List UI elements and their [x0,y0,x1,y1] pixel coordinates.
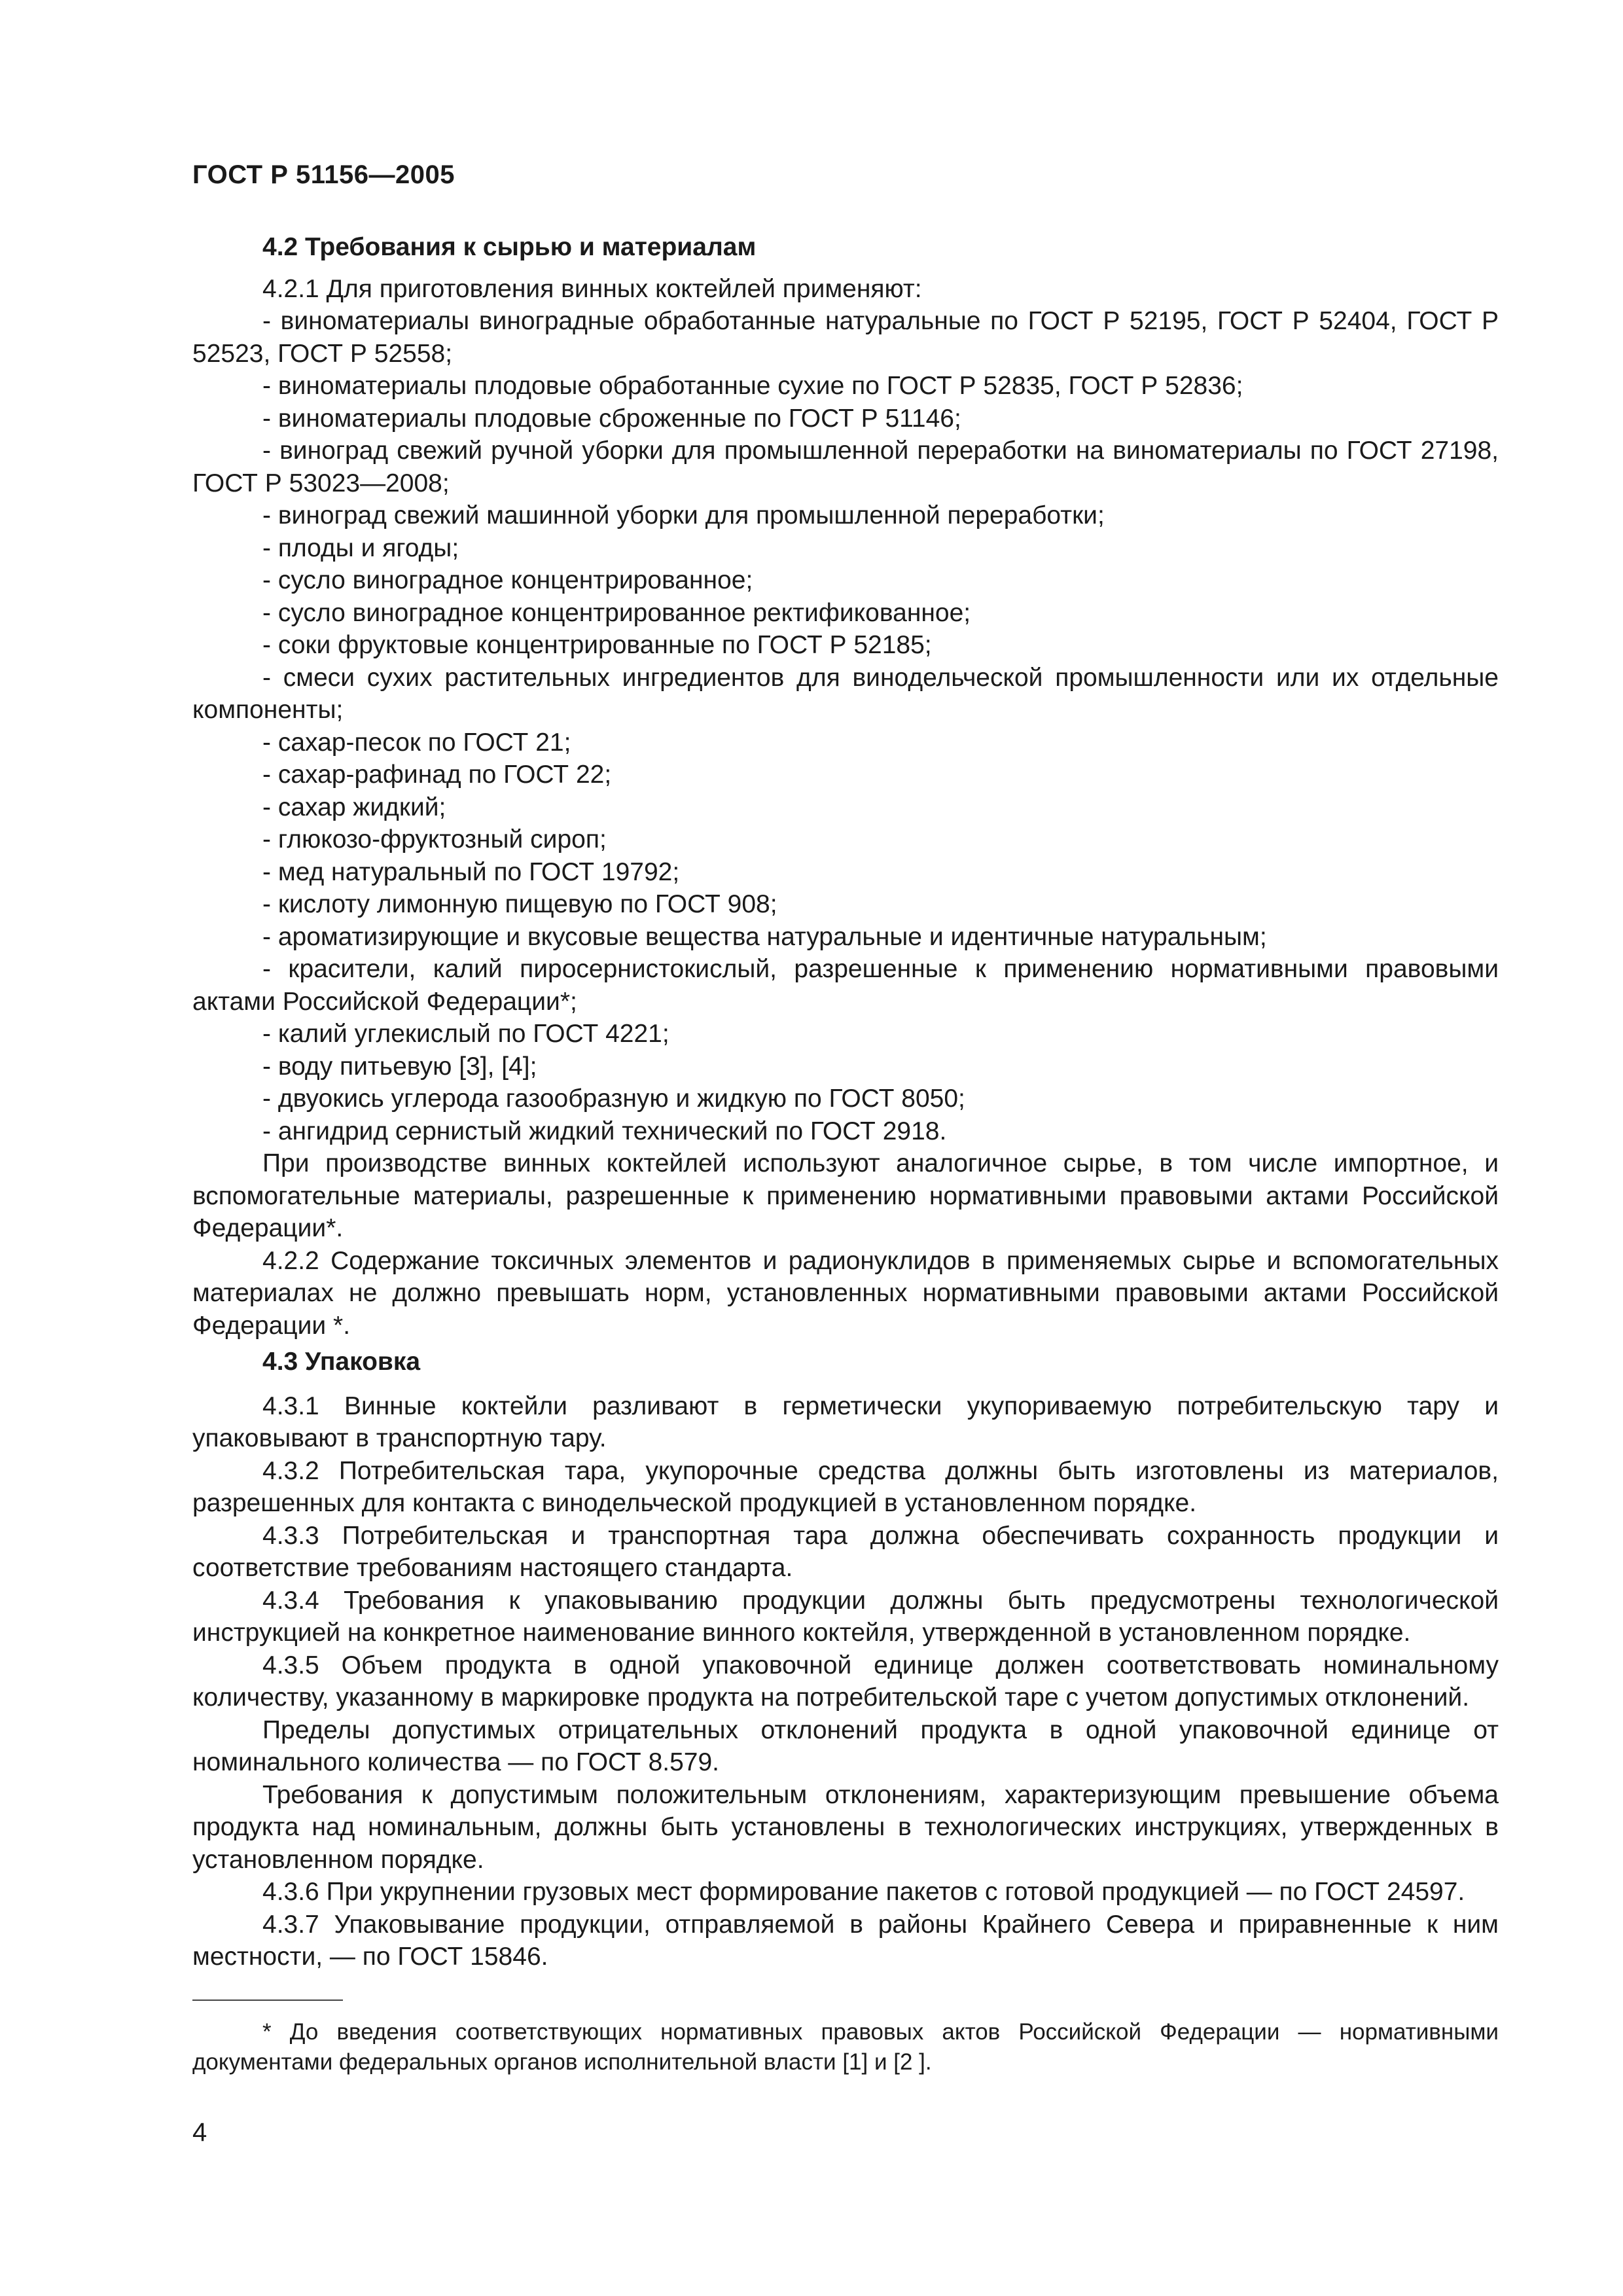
material-list-item: - глюкозо-фруктозный сироп; [262,825,607,853]
material-list-item: - ароматизирующие и вкусовые вещества натуральные и идентичные натуральным; [262,922,1267,951]
clause-4-3-4: 4.3.4 Требования к упаковыванию продукции должны быть предусмотрены технологической инструкцией на конкретное наименование винного коктейля, утвержденной в установленном порядке. [192,1586,1499,1647]
clause-4-2-1-import-note: При производстве винных коктейлей используют аналогичное сырье, в том числе импортное, и вспомогательные материалы, разрешенные к применению нормативными правовыми актами Российской Федерации*. [192,1149,1499,1242]
clause-4-2-1-intro: 4.2.1 Для приготовления винных коктейлей применяют: [262,274,922,303]
material-list-item: - красители, калий пиросернистокислый, разрешенные к применению нормативными правовыми актами Российской Федерации*; [192,955,1499,1016]
material-list-item: - сахар-рафинад по ГОСТ 22; [262,761,612,789]
clause-4-3-1: 4.3.1 Винные коктейли разливают в герметически укупориваемую потребительскую тару и упаковывают в транспортную тару. [192,1391,1499,1452]
clause-4-3-5: 4.3.5 Объем продукта в одной упаковочной единице должен соответствовать номинальному количеству, указанному в маркировке продукта на потребительской таре с учетом допустимых отклонений. [192,1651,1499,1712]
material-list-item: - ангидрид сернистый жидкий технический по ГОСТ 2918. [262,1117,947,1145]
clause-4-2-2: 4.2.2 Содержание токсичных элементов и радионуклидов в применяемых сырье и вспомогательных материалах не должно превышать норм, установленных нормативными правовыми актами Российской Федерации *. [192,1246,1499,1340]
material-list-item: - калий углекислый по ГОСТ 4221; [262,1020,669,1048]
material-list-item: - сахар жидкий; [262,793,446,821]
clause-4-3-6: 4.3.6 При укрупнении грузовых мест формирование пакетов с готовой продукцией — по ГОСТ 24597. [262,1878,1465,1906]
footnote-separator [192,2000,343,2001]
section-4-2-heading: 4.2 Требования к сырью и материалам [262,233,757,261]
material-list-item: - виноматериалы виноградные обработанные натуральные по ГОСТ Р 52195, ГОСТ Р 52404, ГОСТ Р 52523, ГОСТ Р 52558; [192,307,1499,368]
material-list-item: - смеси сухих растительных ингредиентов для винодельческой промышленности или их отдельные компоненты; [192,663,1499,724]
material-list-item: - виноград свежий машинной уборки для промышленной переработки; [262,501,1105,529]
document-number-header: ГОСТ Р 51156—2005 [192,160,455,189]
material-list-item: - соки фруктовые концентрированные по ГОСТ Р 52185; [262,631,932,659]
page-body [192,231,1499,1973]
material-list-item: - сусло виноградное концентрированное; [262,566,753,594]
clause-4-3-2: 4.3.2 Потребительская тара, укупорочные средства должны быть изготовлены из материалов, разрешенных для контакта с винодельческой продукцией в установленном порядке. [192,1456,1499,1517]
materials-list [192,305,1499,1147]
clause-4-3-5-positive-limits: Требования к допустимым положительным отклонениям, характеризующим превышение объема продукта над номинальным, должны быть установлены в технологических инструкциях, утвержденных в установленном порядке. [192,1780,1499,1874]
footnote: * До введения соответствующих нормативных правовых актов Российской Федерации — нормативными документами федеральных органов исполнительной власти [1] и [2 ]. [192,2019,1499,2075]
material-list-item: - двуокись углерода газообразную и жидкую по ГОСТ 8050; [262,1085,965,1113]
material-list-item: - сахар-песок по ГОСТ 21; [262,728,571,757]
material-list-item: - плоды и ягоды; [262,533,459,562]
clause-4-3-5-negative-limits: Пределы допустимых отрицательных отклонений продукта в одной упаковочной единице от номинального количества — по ГОСТ 8.579. [192,1715,1499,1776]
clause-4-3-3: 4.3.3 Потребительская и транспортная тара должна обеспечивать сохранность продукции и соответствие требованиям настоящего стандарта. [192,1521,1499,1582]
material-list-item: - виноматериалы плодовые сброженные по ГОСТ Р 51146; [262,404,961,433]
section-4-3-heading: 4.3 Упаковка [262,1348,421,1376]
clause-4-3-7: 4.3.7 Упаковывание продукции, отправляемой в районы Крайнего Севера и приравненные к ним местности, — по ГОСТ 15846. [192,1910,1499,1971]
material-list-item: - сусло виноградное концентрированное ректификованное; [262,598,971,627]
material-list-item: - виноматериалы плодовые обработанные сухие по ГОСТ Р 52835, ГОСТ Р 52836; [262,372,1243,400]
material-list-item: - воду питьевую [3], [4]; [262,1052,537,1081]
material-list-item: - мед натуральный по ГОСТ 19792; [262,857,680,886]
material-list-item: - виноград свежий ручной уборки для промышленной переработки на виноматериалы по ГОСТ 27198, ГОСТ Р 53023—2008; [192,437,1499,497]
page-number: 4 [192,2118,207,2147]
material-list-item: - кислоту лимонную пищевую по ГОСТ 908; [262,890,777,918]
